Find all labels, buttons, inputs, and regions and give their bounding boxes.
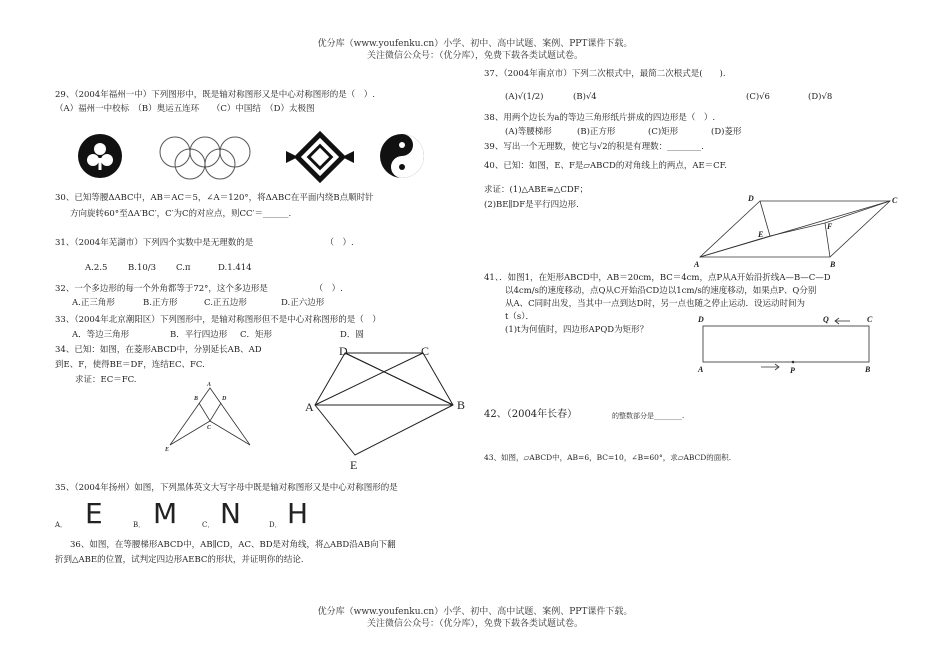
chinese-knot-icon: [286, 134, 354, 179]
q31-opt-c: C.π: [176, 263, 191, 273]
question-42-text: 的整数部分是________.: [612, 412, 685, 420]
question-29: 29、（2004年福州一中）下列图形中，既是轴对称图形又是中心对称图形的是（ ）.: [55, 90, 375, 100]
question-30-line-1: 30、已知等腰ΔABC中，AB＝AC＝5，∠A＝120°，将ΔABC在平面内绕B点顺时针: [55, 193, 374, 203]
q31-opt-d: D.1.414: [218, 263, 252, 273]
q34-label-e: E: [165, 447, 170, 453]
q41-label-a: A: [698, 365, 704, 374]
question-30-line-2: 方向旋转60°至ΔA′BC′，C′为C的对应点，则CC′＝______.: [70, 209, 292, 219]
question-38: 38、用两个边长为a的等边三角形纸片拼成的四边形是（ ）.: [484, 113, 716, 123]
question-39: 39、写出一个无理数，使它与√2的积是有理数：________.: [484, 142, 704, 152]
q35-letter-e: E: [85, 497, 103, 530]
q40-proof-1: 求证：(1)△ABE≌△CDF；: [484, 185, 589, 195]
question-34-line-2: 到E、F，使得BE＝DF，连结EC、FC.: [55, 360, 205, 370]
q34-label-b: B: [194, 396, 199, 402]
q35-letter-n: N: [220, 497, 241, 530]
q36-label-b: B: [457, 398, 466, 412]
question-37: 37、（2004年南京市）下列二次根式中，最简二次根式是( ).: [484, 69, 726, 79]
q35-key-c: C．: [202, 521, 215, 529]
question-36-line-2: 折到△ABE的位置，试判定四边形AEBC的形状，并证明你的结论.: [55, 555, 304, 565]
q34-label-c: C: [207, 425, 212, 431]
q32-opt-b: B.正方形: [143, 298, 178, 308]
q33-opt-a: A．等边三角形: [72, 330, 130, 340]
q35-key-b: B．: [133, 521, 146, 529]
q29-figures: [70, 132, 450, 182]
q37-opt-b: (B)√4: [573, 92, 597, 102]
olympic-rings-icon: [160, 137, 250, 179]
question-41-line-2: 以4cm/s的速度移动，点Q从C开始沿CD边以1cm/s的速度移动，如果点P、Q分别: [505, 286, 817, 296]
q41-label-d: D: [698, 315, 704, 324]
q41-label-c: C: [867, 315, 873, 324]
question-33: 33、（2004年北京潮阳区）下列图形中，是轴对称图形但不是中心对称图形的是（ ）: [55, 315, 381, 325]
q41-label-q: Q: [823, 315, 829, 324]
question-40: 40、已知：如图，E、F是▱ABCD的对角线上的两点，AE＝CF.: [484, 161, 727, 171]
q40-label-b: B: [830, 260, 836, 269]
header-line-2: 关注微信公众号：（优分库），免费下载各类试题试卷。: [366, 51, 583, 61]
q32-opt-a: A.正三角形: [72, 298, 115, 308]
q36-label-d: D: [339, 344, 348, 358]
q41-rectangle-figure: [695, 312, 885, 382]
q35-key-a: A．: [55, 521, 68, 529]
q40-label-f: F: [827, 222, 833, 231]
question-42: 42、（2004年长春）: [484, 409, 578, 420]
q40-label-c: C: [892, 196, 898, 205]
q32-opt-c: C.正五边形: [204, 298, 247, 308]
question-41-line-1: 41、．如图1，在矩形ABCD中，AB＝20cm，BC＝4cm，点P从A开始沿折线A—B—C—D: [484, 273, 831, 283]
question-41-line-3: 从A、C同时出发，当其中一点到达D时，另一点也随之停止运动．设运动时间为: [505, 299, 805, 309]
question-43: 43、如图，▱ABCD中，AB=6，BC=10，∠B=60°，求▱ABCD的面积.: [484, 453, 732, 462]
question-29-options: （A）福州一中校标 （B）奥运五连环 （C）中国结 （D）太极图: [55, 104, 315, 114]
question-31: 31、（2004年芜湖市）下列四个实数中是无理数的是 （ ）.: [55, 238, 354, 248]
q40-proof-2: (2)BE∥DF是平行四边形.: [484, 200, 579, 210]
q40-label-a: A: [694, 260, 700, 269]
q33-opt-c: C．矩形: [240, 330, 273, 340]
question-35: 35、（2004年扬州）如图，下列黑体英文大写字母中既是轴对称图形又是中心对称图形的是: [55, 483, 398, 493]
question-41-line-4: t（s）．: [505, 312, 535, 322]
q35-letter-h: H: [287, 497, 309, 530]
q34-label-a: A: [207, 382, 212, 388]
q35-options: [55, 497, 435, 532]
q31-opt-b: B.10/3: [128, 263, 157, 273]
taiji-icon: [380, 134, 424, 178]
q31-opt-a: A.2.5: [85, 263, 108, 273]
school-emblem-icon: [78, 134, 122, 178]
question-36-line-1: 36、如图，在等腰梯形ABCD中，AB∥CD，AC、BD是对角线，将△ABD沿AB向下翻: [70, 540, 396, 550]
q36-label-c: C: [421, 344, 430, 358]
q38-opt-b: (B)正方形: [577, 127, 616, 137]
q40-label-e: E: [758, 230, 764, 239]
q37-opt-c: (C)√6: [746, 92, 770, 102]
q36-trapezoid-figure: [305, 345, 465, 475]
q35-key-d: D．: [269, 521, 282, 529]
q41-label-b: B: [865, 365, 871, 374]
page-header: [0, 38, 950, 62]
question-32: 32、一个多边形的每一个外角都等于72°，这个多边形是 （ ）.: [55, 284, 343, 294]
q38-opt-d: (D)菱形: [711, 127, 742, 137]
q37-opt-a: (A)√(1/2): [505, 92, 544, 102]
q34-figure: [165, 383, 265, 453]
q36-label-a: A: [305, 400, 314, 414]
q40-label-d: D: [748, 194, 754, 203]
q37-opt-d: (D)√8: [808, 92, 833, 102]
q38-opt-a: (A)等腰梯形: [505, 127, 552, 137]
question-41-sub-1: (1)t为何值时，四边形APQD为矩形？: [505, 325, 649, 335]
q33-opt-d: D．圆: [340, 330, 364, 340]
header-line-1: 优分库（www.youfenku.cn）小学、初中、高中试题、案例、PPT课件下载。: [317, 39, 633, 49]
q34-label-d: D: [222, 396, 227, 402]
q41-label-p: P: [790, 366, 795, 375]
q32-opt-d: D.正六边形: [281, 298, 325, 308]
page-footer: [0, 606, 950, 630]
footer-line-2: 关注微信公众号：（优分库），免费下载各类试题试卷。: [366, 619, 583, 629]
q38-opt-c: (C)矩形: [648, 127, 679, 137]
question-34-line-1: 34、已知：如图，在菱形ABCD中，分别延长AB、AD: [55, 345, 262, 355]
q35-letter-m: M: [153, 497, 178, 530]
q36-label-e: E: [350, 458, 358, 472]
question-34-line-3: 求证：EC＝FC.: [75, 375, 137, 385]
footer-line-1: 优分库（www.youfenku.cn）小学、初中、高中试题、案例、PPT课件下载。: [317, 607, 633, 617]
q33-opt-b: B．平行四边形: [170, 330, 228, 340]
q40-parallelogram-figure: [694, 194, 900, 275]
